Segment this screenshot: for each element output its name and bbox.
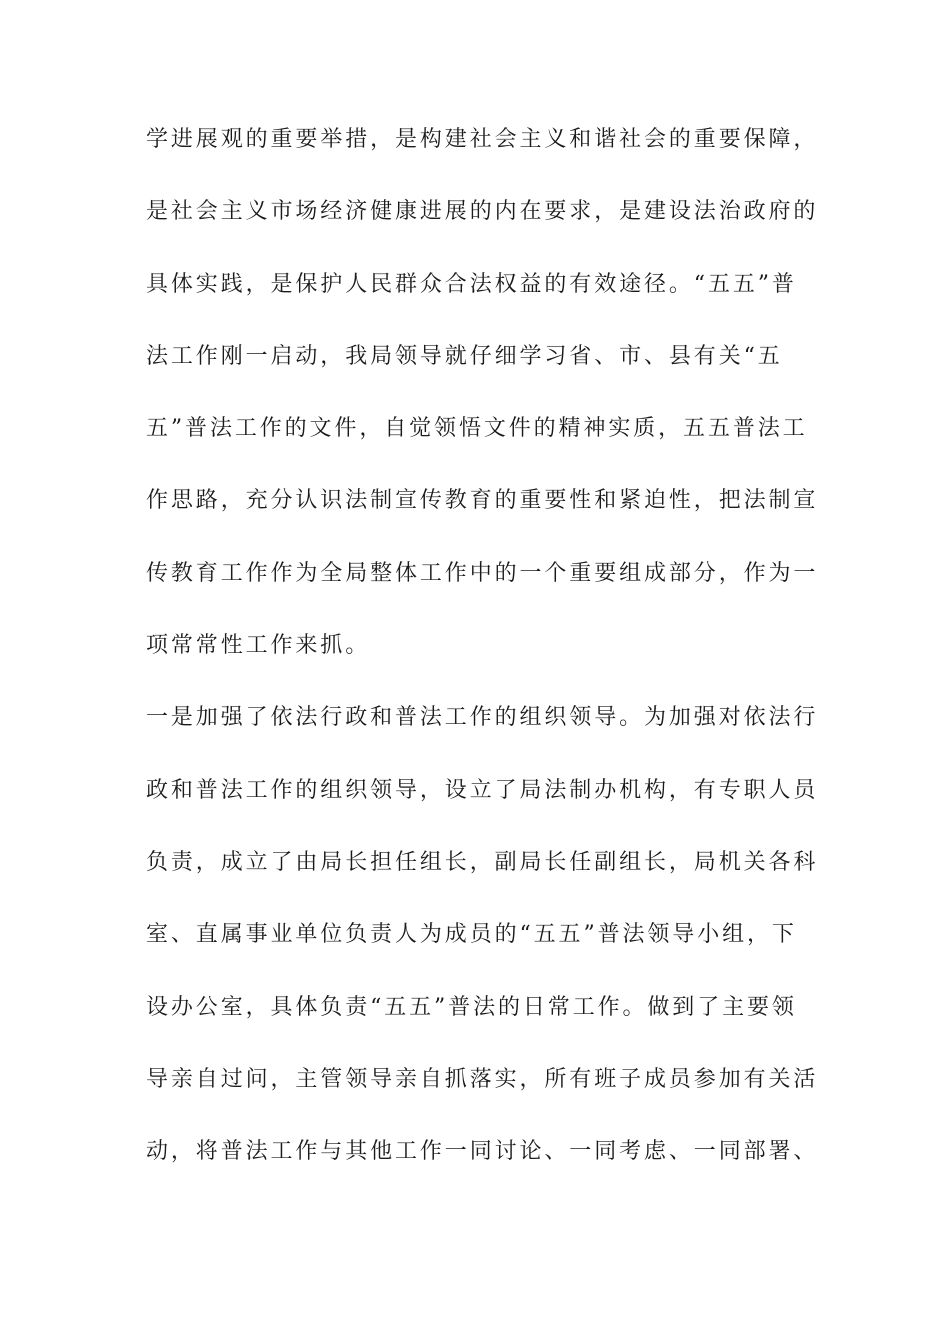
text-line: 学进展观的重要举措，是构建社会主义和谐社会的重要保障， <box>146 127 819 152</box>
text-line: 室、直属事业单位负责人为成员的“五五”普法领导小组，下 <box>146 922 797 948</box>
text-line: 法工作刚一启动，我局领导就仔细学习省、市、县有关“五 <box>146 343 783 369</box>
text-line: 五”普法工作的文件，自觉领悟文件的精神实质，五五普法工 <box>146 416 808 442</box>
text-line: 具体实践，是保护人民群众合法权益的有效途径。“五五”普 <box>146 271 797 297</box>
text-line: 负责，成立了由局长担任组长，副局长任副组长，局机关各科 <box>146 849 819 875</box>
text-line: 是社会主义市场经济健康进展的内在要求，是建设法治政府的 <box>146 199 819 225</box>
text-line: 政和普法工作的组织领导，设立了局法制办机构，有专职人员 <box>146 777 819 803</box>
text-line: 导亲自过问，主管领导亲自抓落实，所有班子成员参加有关活 <box>146 1066 819 1092</box>
text-line: 一是加强了依法行政和普法工作的组织领导。为加强对依法行 <box>146 705 819 731</box>
text-line: 项常常性工作来抓。 <box>146 633 371 659</box>
text-line: 动，将普法工作与其他工作一同讨论、一同考虑、一同部署、 <box>146 1139 819 1165</box>
text-line: 作思路，充分认识法制宣传教育的重要性和紧迫性，把法制宣 <box>146 488 819 514</box>
document-body <box>146 123 819 1207</box>
text-line: 传教育工作作为全局整体工作中的一个重要组成部分，作为一 <box>146 560 819 586</box>
text-line: 设办公室，具体负责“五五”普法的日常工作。做到了主要领 <box>146 994 797 1020</box>
